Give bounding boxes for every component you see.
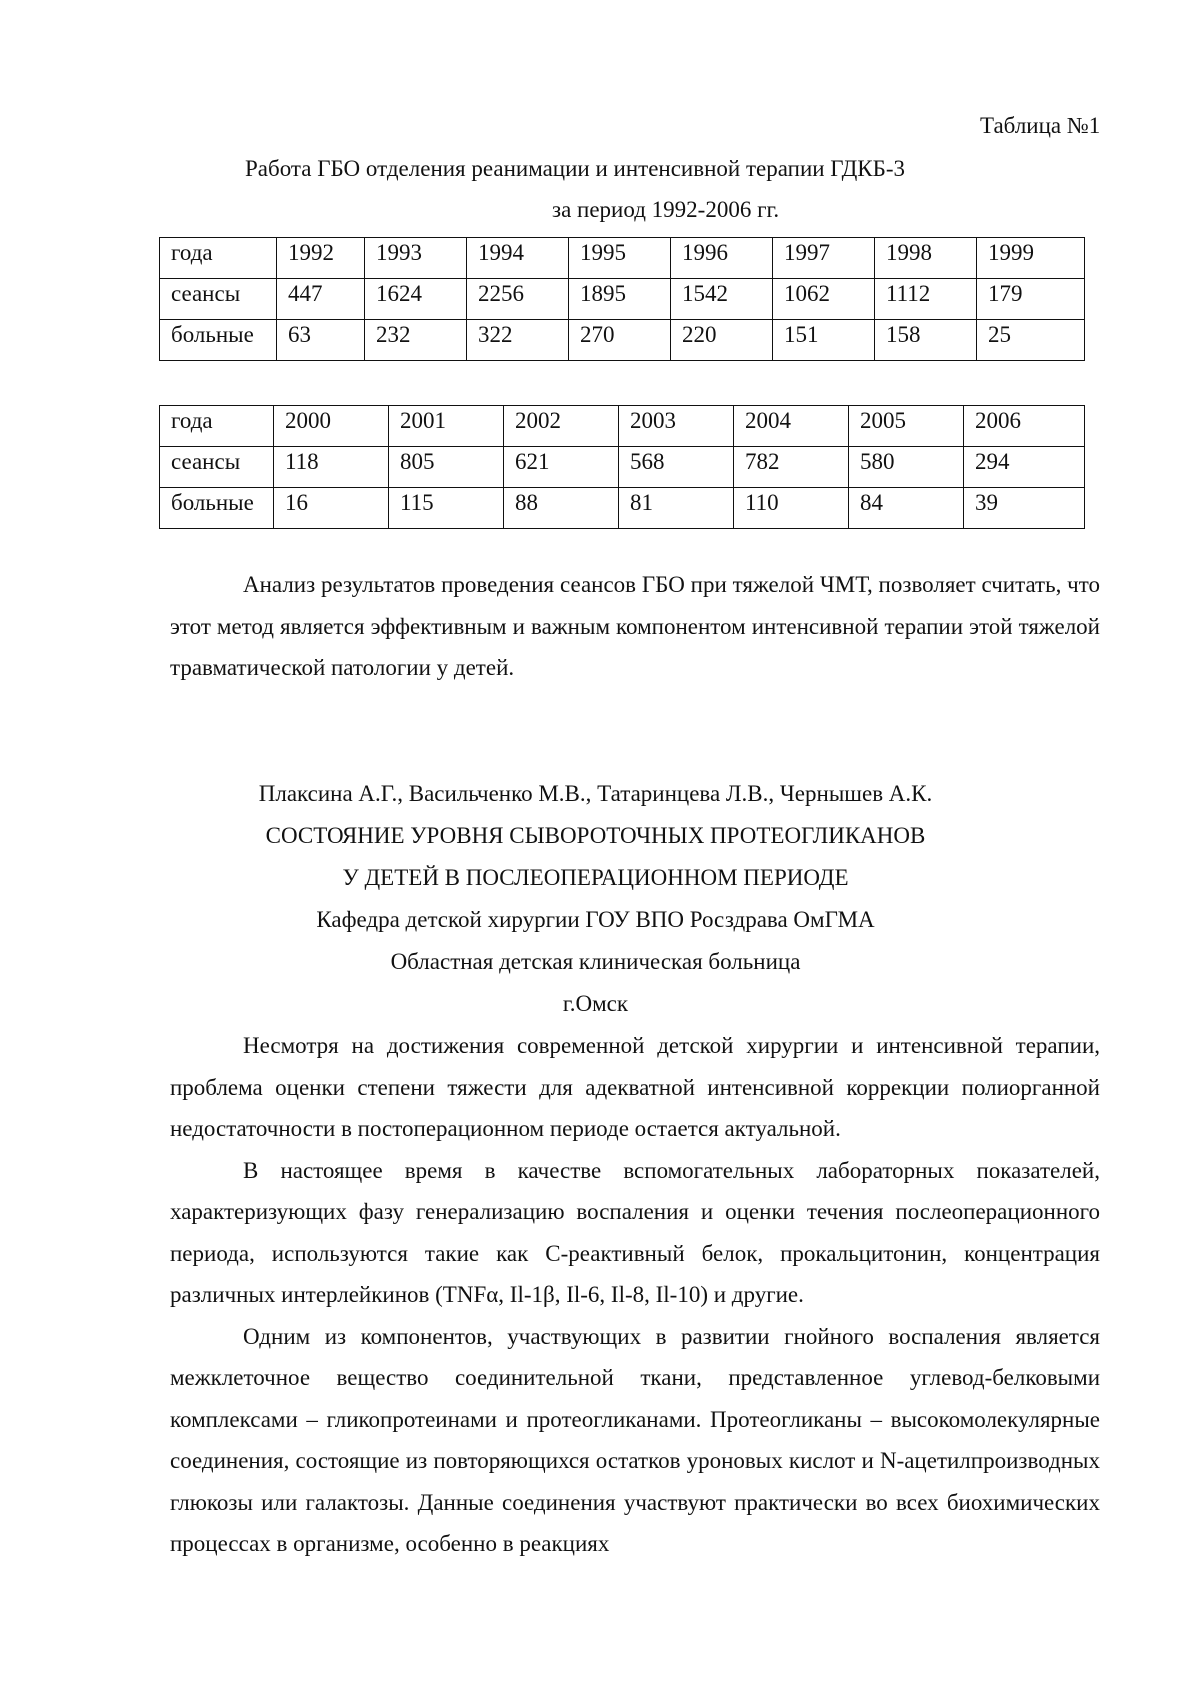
table-cell: 158 bbox=[875, 320, 977, 361]
row-header-cell: сеансы bbox=[160, 279, 277, 320]
table-cell: 2000 bbox=[274, 406, 389, 447]
table-cell: 81 bbox=[619, 488, 734, 529]
table-cell: 621 bbox=[504, 447, 619, 488]
table-cell: 1998 bbox=[875, 238, 977, 279]
hbo-table-2000-2006 bbox=[159, 405, 1085, 529]
article-header bbox=[0, 773, 1191, 1025]
table-cell: 1624 bbox=[365, 279, 467, 320]
table-cell: 782 bbox=[734, 447, 849, 488]
table-cell: 151 bbox=[773, 320, 875, 361]
table-cell: 25 bbox=[977, 320, 1085, 361]
table-cell: 1996 bbox=[671, 238, 773, 279]
article-title-line2: У ДЕТЕЙ В ПОСЛЕОПЕРАЦИОННОМ ПЕРИОДЕ bbox=[342, 865, 849, 890]
table-cell: 1993 bbox=[365, 238, 467, 279]
table-cell: 2001 bbox=[389, 406, 504, 447]
table-cell: 294 bbox=[964, 447, 1085, 488]
table-cell: 1062 bbox=[773, 279, 875, 320]
table-row bbox=[160, 320, 1085, 361]
table-cell: 115 bbox=[389, 488, 504, 529]
table-cell: 1994 bbox=[467, 238, 569, 279]
table-row bbox=[160, 447, 1085, 488]
table-cell: 322 bbox=[467, 320, 569, 361]
table-cell: 580 bbox=[849, 447, 964, 488]
table-cell: 179 bbox=[977, 279, 1085, 320]
table-cell: 63 bbox=[277, 320, 365, 361]
table-caption-text1: Работа ГБО отделения реанимации и интенсивной терапии ГДКБ-3 bbox=[245, 156, 905, 181]
table-cell: 1999 bbox=[977, 238, 1085, 279]
table-cell: 39 bbox=[964, 488, 1085, 529]
table-cell: 447 bbox=[277, 279, 365, 320]
table-cell: 805 bbox=[389, 447, 504, 488]
table-cell: 84 bbox=[849, 488, 964, 529]
table-cell: 2002 bbox=[504, 406, 619, 447]
article-paragraph-3: Одним из компонентов, участвующих в развитии гнойного воспаления является межклеточное вещество соединительной ткани, представленное углевод-белковыми комплексами – гликопротеинами и протеогликанами. Протеогликаны – высокомолекулярные соединения, состоящие из повторяющихся остатков уроновых кислот и N-ацетилпроизводных глюкозы или галактозы. Данные соединения участвуют практически во всех биохимических процессах в организме, особенно в реакциях bbox=[170, 1323, 1100, 1556]
table-cell: 118 bbox=[274, 447, 389, 488]
row-header-cell: больные bbox=[160, 320, 277, 361]
table-cell: 16 bbox=[274, 488, 389, 529]
table-cell: 2006 bbox=[964, 406, 1085, 447]
article-paragraph-1: Несмотря на достижения современной детской хирургии и интенсивной терапии, проблема оценки степени тяжести для адекватной интенсивной коррекции полиорганной недостаточности в постоперационном периоде остается актуальной. bbox=[170, 1033, 1100, 1141]
table-cell: 110 bbox=[734, 488, 849, 529]
table-cell: 220 bbox=[671, 320, 773, 361]
table-cell: 232 bbox=[365, 320, 467, 361]
table-cell: 2005 bbox=[849, 406, 964, 447]
conclusion-text: Анализ результатов проведения сеансов ГБО при тяжелой ЧМТ, позволяет считать, что этот метод является эффективным и важным компонентом интенсивной терапии этой тяжелой травматической патологии у детей. bbox=[170, 572, 1100, 680]
table-cell: 1542 bbox=[671, 279, 773, 320]
table-cell: 2003 bbox=[619, 406, 734, 447]
table-cell: 1895 bbox=[569, 279, 671, 320]
table-row bbox=[160, 238, 1085, 279]
table-cell: 1992 bbox=[277, 238, 365, 279]
table-cell: 568 bbox=[619, 447, 734, 488]
row-header-cell: года bbox=[160, 238, 277, 279]
table-cell: 1112 bbox=[875, 279, 977, 320]
conclusion-paragraph bbox=[170, 564, 1100, 689]
table-number-label: Таблица №1 bbox=[980, 113, 1101, 138]
table-cell: 1997 bbox=[773, 238, 875, 279]
article-affiliation1: Кафедра детской хирургии ГОУ ВПО Росздрава ОмГМА bbox=[316, 907, 875, 932]
row-header-cell: больные bbox=[160, 488, 274, 529]
article-title-line1: СОСТОЯНИЕ УРОВНЯ СЫВОРОТОЧНЫХ ПРОТЕОГЛИКАНОВ bbox=[265, 823, 926, 848]
article-city: г.Омск bbox=[562, 991, 629, 1016]
article-body bbox=[170, 1025, 1100, 1565]
table-cell: 2256 bbox=[467, 279, 569, 320]
table-row bbox=[160, 406, 1085, 447]
table-row bbox=[160, 488, 1085, 529]
table-row bbox=[160, 279, 1085, 320]
table-cell: 270 bbox=[569, 320, 671, 361]
row-header-cell: года bbox=[160, 406, 274, 447]
table-cell: 1995 bbox=[569, 238, 671, 279]
table-cell: 2004 bbox=[734, 406, 849, 447]
row-header-cell: сеансы bbox=[160, 447, 274, 488]
article-authors: Плаксина А.Г., Васильченко М.В., Татаринцева Л.В., Чернышев А.К. bbox=[258, 781, 933, 806]
hbo-table-1992-1999 bbox=[159, 237, 1085, 361]
article-paragraph-2: В настоящее время в качестве вспомогательных лабораторных показателей, характеризующих фазу генерализацию воспаления и оценки течения послеоперационного периода, используются такие как С-реактивный белок, прокальцитонин, концентрация различных интерлейкинов (TNFα, Il-1β, Il-6, Il-8, Il-10) и другие. bbox=[170, 1157, 1100, 1307]
article-affiliation2: Областная детская клиническая больница bbox=[390, 949, 801, 974]
table-caption-text2: за период 1992-2006 гг. bbox=[552, 197, 780, 222]
table-cell: 88 bbox=[504, 488, 619, 529]
